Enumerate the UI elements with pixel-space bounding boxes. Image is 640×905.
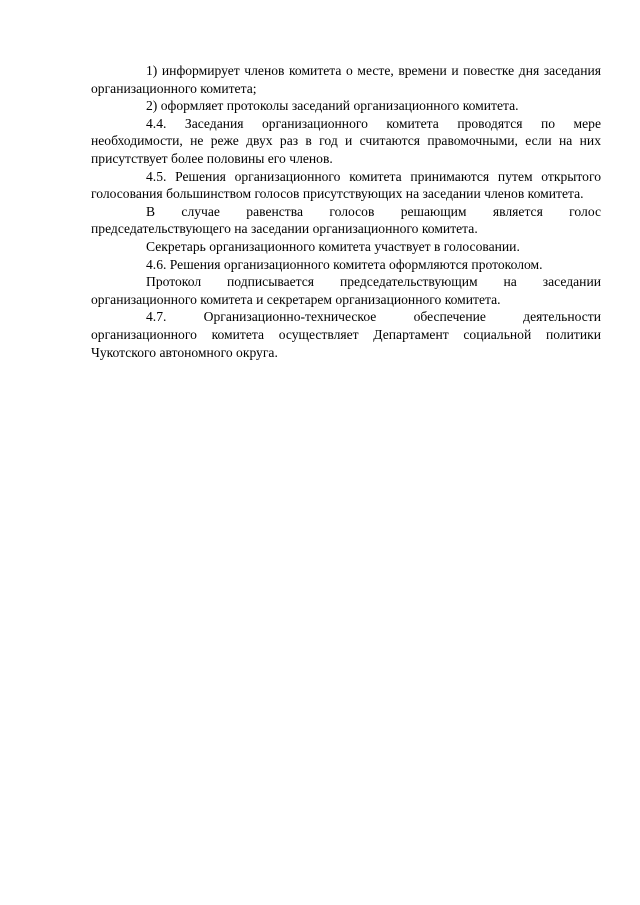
paragraph-protocol-signing: Протокол подписывается председательствующим на заседании организационного комитета и секретарем организационного комитета. bbox=[91, 274, 601, 307]
paragraph-4-6-protocol: 4.6. Решения организационного комитета оформляются протоколом. bbox=[146, 256, 543, 272]
paragraph-secretary-votes: Секретарь организационного комитета участвует в голосовании. bbox=[146, 238, 520, 254]
paragraph-4-4-meetings: 4.4. Заседания организационного комитета проводятся по мере необходимости, не реже двух раз в год и считаются правомочными, если на них присутствует более половины его членов. bbox=[91, 115, 601, 166]
paragraph-secretary-informs: 1) информирует членов комитета о месте, времени и повестке дня заседания организационного комитета; bbox=[91, 63, 601, 96]
paragraph-4-5-decisions: 4.5. Решения организационного комитета принимаются путем открытого голосования большинством голосов присутствующих на заседании членов комитета. bbox=[91, 168, 601, 202]
paragraph-tie-vote: В случае равенства голосов решающим является голос председательствующего на заседании организационного комитета. bbox=[91, 203, 601, 237]
document-body bbox=[91, 62, 601, 361]
paragraph-4-7-support: 4.7. Организационно-техническое обеспечение деятельности организационного комитета осуществляет Департамент социальной политики Чукотского автономного округа. bbox=[91, 309, 601, 360]
paragraph-secretary-minutes: 2) оформляет протоколы заседаний организационного комитета. bbox=[146, 98, 519, 114]
